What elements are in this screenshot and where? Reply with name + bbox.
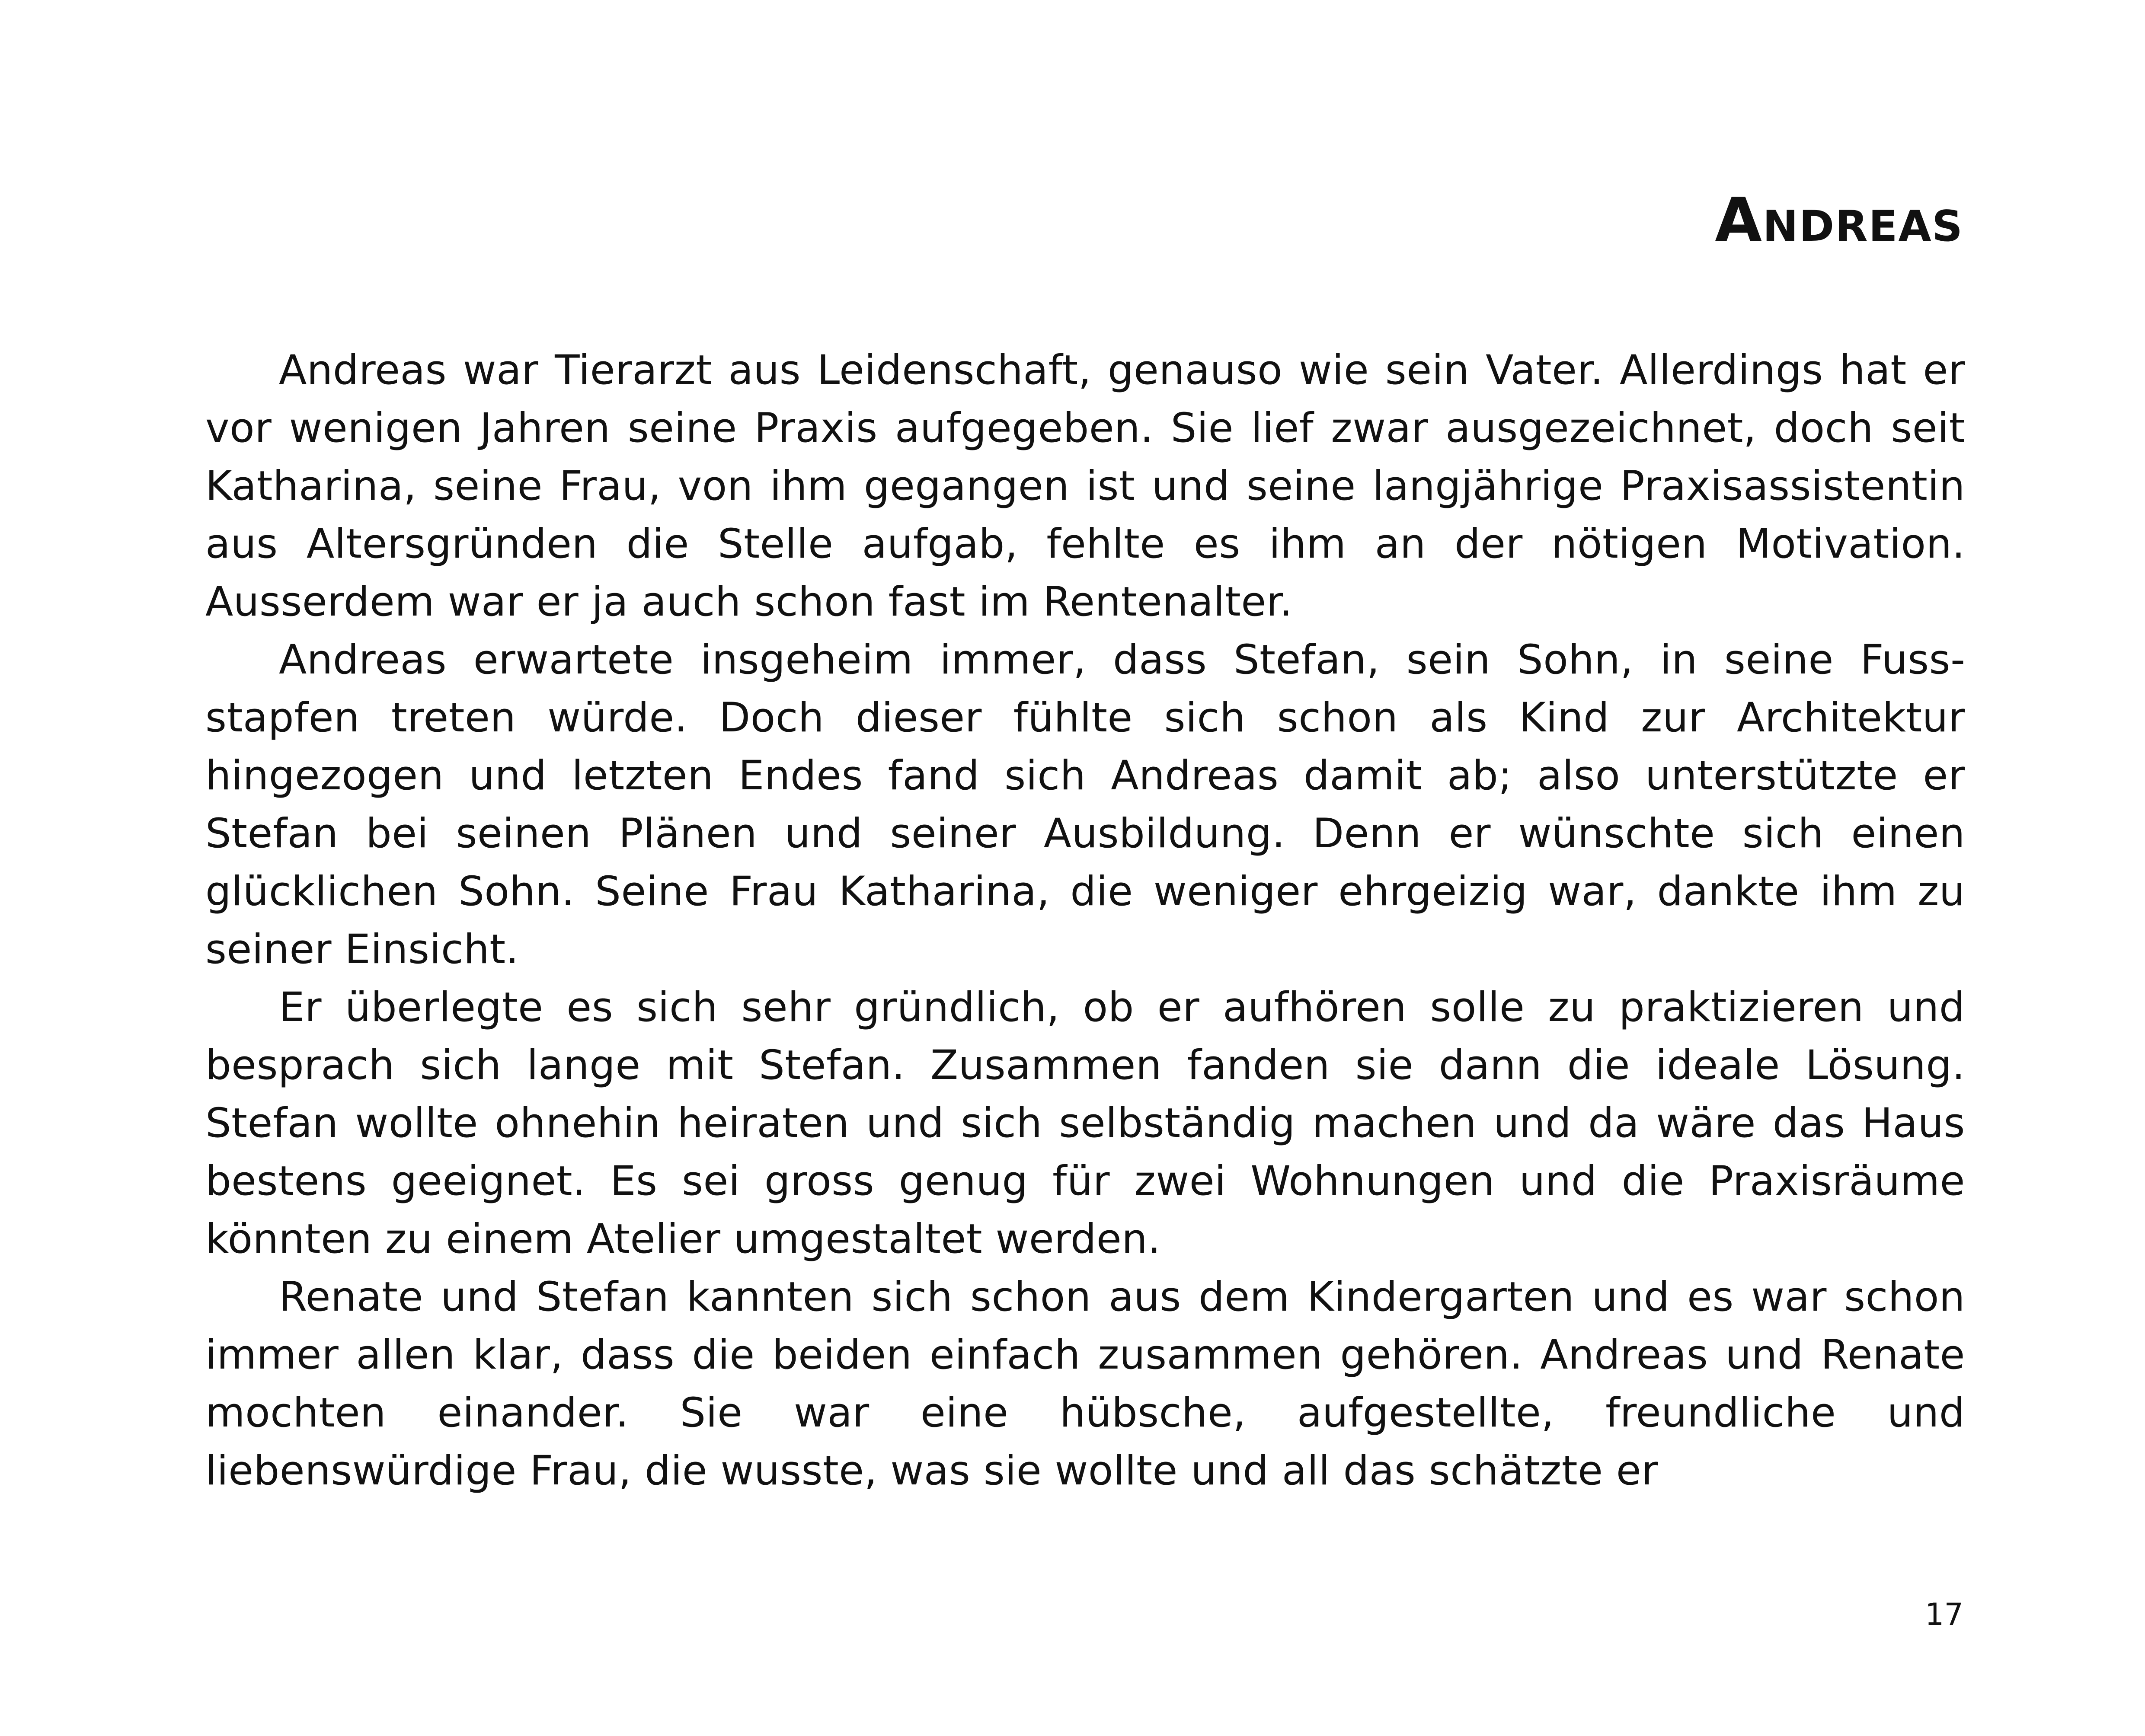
paragraph-3: Er überlegte es sich sehr gründlich, ob er aufhören solle zu praktizieren und besprach sich lange mit Stefan. Zusammen fanden sie dann die ideale Lösung. Stefan wollte ohnehin heiraten und sich selbständig machen und da wäre das Haus bestens geeignet. Es sei gross genug für zwei Wohnungen und die Praxisräume könnten zu einem Atelier umgestaltet werden.: [205, 984, 1965, 1263]
chapter-title: Andreas: [1715, 185, 1963, 255]
body-text: [205, 341, 1965, 1500]
page-number: 17: [1924, 1597, 1963, 1632]
paragraph-2: Andreas erwartete insgeheim immer, dass Stefan, sein Sohn, in seine Fussstapfen treten würde. Doch dieser fühlte sich schon als Kind zur Architektur hingezogen und letzten Endes fand sich Andreas damit ab; also unterstützte er Stefan bei seinen Plänen und seiner Ausbildung. Denn er wünschte sich einen glücklichen Sohn. Seine Frau Katharina, die weniger ehrgeizig war, dankte ihm zu seiner Einsicht.: [205, 636, 1965, 973]
paragraph-4: Renate und Stefan kannten sich schon aus dem Kindergarten und es war schon immer allen klar, dass die beiden einfach zusammen gehören. Andreas und Renate mochten einander. Sie war eine hübsche, aufgestellte, freundliche und liebenswürdige Frau, die wusste, was sie wollte und all das schätzte er: [205, 1273, 1965, 1494]
paragraph-1: Andreas war Tierarzt aus Leidenschaft, genauso wie sein Vater. Allerdings hat er vor wenigen Jahren seine Praxis aufgegeben. Sie lief zwar ausgezeichnet, doch seit Katharina, seine Frau, von ihm gegangen ist und seine langjährige Praxisassistentin aus Altersgründen die Stelle aufgab, fehlte es ihm an der nötigen Motivation. Ausserdem war er ja auch schon fast im Rentenalter.: [205, 347, 1965, 625]
